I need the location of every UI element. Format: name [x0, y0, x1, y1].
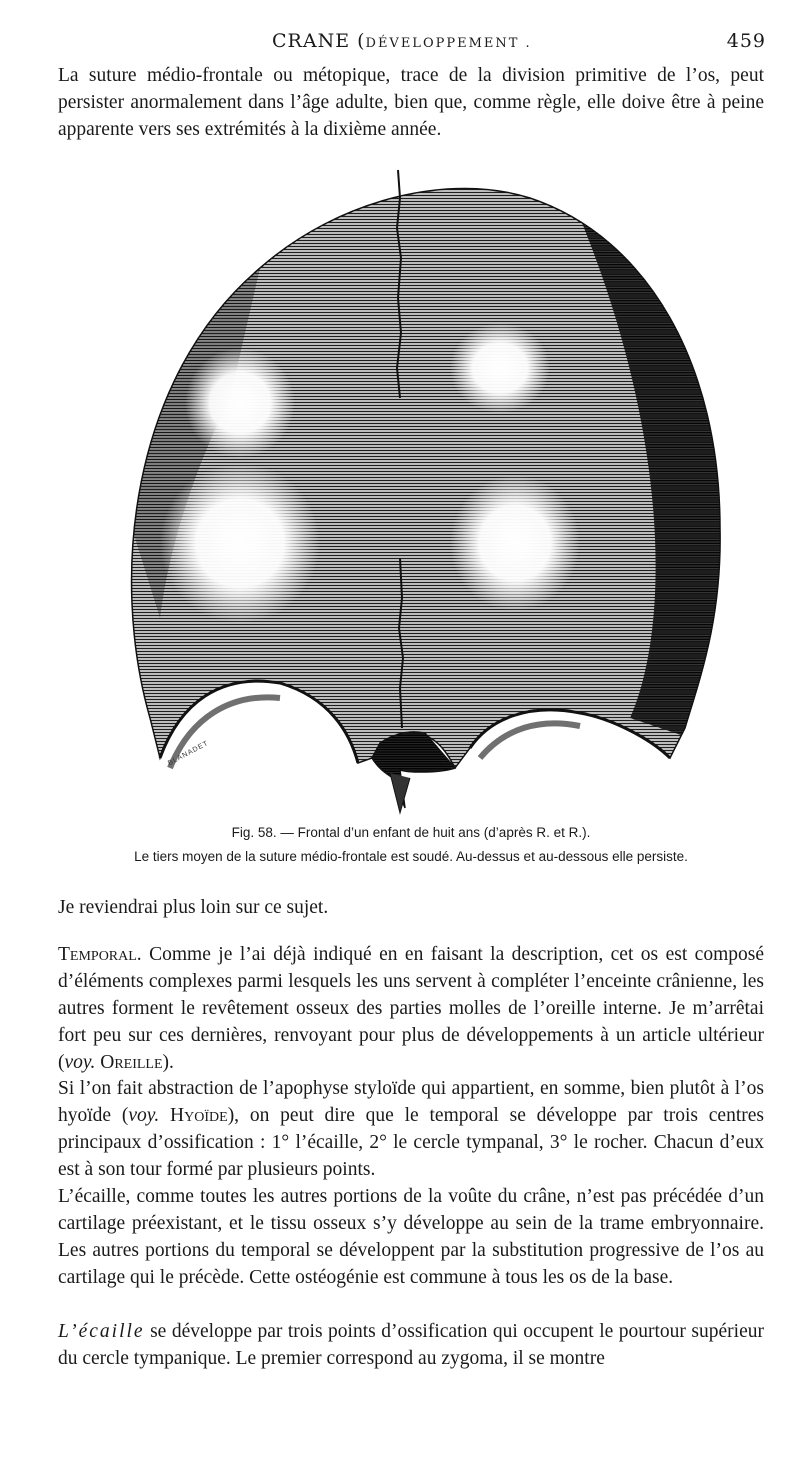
figure-caption-line1: Fig. 58. — Frontal d’un enfant de huit ans (d’après R. et R.). — [231, 825, 591, 840]
temporal-paragraph-2 — [58, 1075, 764, 1183]
temporal-p2-start: Si l’on fait abstraction de l’apophyse styloïde qui appartient, en somme, bien plutôt à l’os hyoïde ( — [58, 1078, 764, 1126]
running-title-small: DÉVELOPPEMENT . — [365, 36, 532, 51]
engraver-signature: BLANADET — [166, 739, 210, 768]
temporal-p1-end: ). — [162, 1052, 174, 1073]
temporal-p2-voy: voy. — [128, 1105, 160, 1126]
transition-sentence: Je reviendrai plus loin sur ce sujet. — [58, 897, 329, 918]
temporal-heading: Temporal. — [58, 944, 142, 965]
page-number: 459 — [726, 30, 766, 52]
intro-paragraph: La suture médio-frontale ou métopique, trace de la division primitive de l’os, peut persister anormalement dans l’âge adulte, bien que, comme règle, elle doive être à peine apparente vers ses extrémités à la dixième année. — [58, 65, 764, 140]
figure-caption-line2: Le tiers moyen de la suture médio-frontale est soudé. Au-dessus et au-dessous elle persiste. — [134, 849, 688, 864]
temporal-p1-text: Comme je l’ai déjà indiqué en en faisant la description, cet os est composé d’éléments complexes parmi lesquels les uns servent à compléter l’enceinte crânienne, les autres forment le revêtement osseux des parties molles de l’oreille interne. Je m’arrêtai fort peu sur ces dernières, renvoyant pour plus de développements à un article ultérieur ( — [58, 944, 764, 1073]
running-title-main: CRANE ( — [272, 30, 366, 52]
temporal-p2-end: ), on peut dire que le temporal se développe par trois centres principaux d’ossification : 1° l’écaille, 2° le cercle tympanal, 3° le rocher. Chacun d’eux est à son tour formé par plusieurs points. — [58, 1105, 764, 1180]
temporal-p4-rest: se développe par trois points d’ossification qui occupent le pourtour supérieur du cercle tympanique. Le premier correspond au zygoma, il se montre — [58, 1321, 764, 1369]
temporal-p4-term: L’écaille — [58, 1321, 145, 1342]
temporal-paragraph-1 — [58, 941, 764, 1076]
temporal-p1-voy: voy. — [64, 1052, 96, 1073]
running-head — [60, 30, 766, 56]
frontal-bone-figure — [110, 158, 730, 818]
temporal-paragraph-3: L’écaille, comme toutes les autres portions de la voûte du crâne, n’est pas précédée d’un cartilage préexistant, et le tissu osseux s’y développe au sein de la trame embryonnaire. Les autres portions du temporal se développent par la substitution progressive de l’os au cartilage qui le précède. Cette ostéogénie est commune à tous les os de la base. — [58, 1186, 764, 1288]
temporal-p2-ref: Hyoïde — [170, 1105, 228, 1126]
temporal-p1-ref: Oreille — [100, 1052, 163, 1073]
temporal-paragraph-4 — [58, 1318, 764, 1372]
bone-body — [110, 189, 730, 768]
frontal-bone-illustration — [110, 158, 730, 818]
running-title — [272, 30, 532, 52]
